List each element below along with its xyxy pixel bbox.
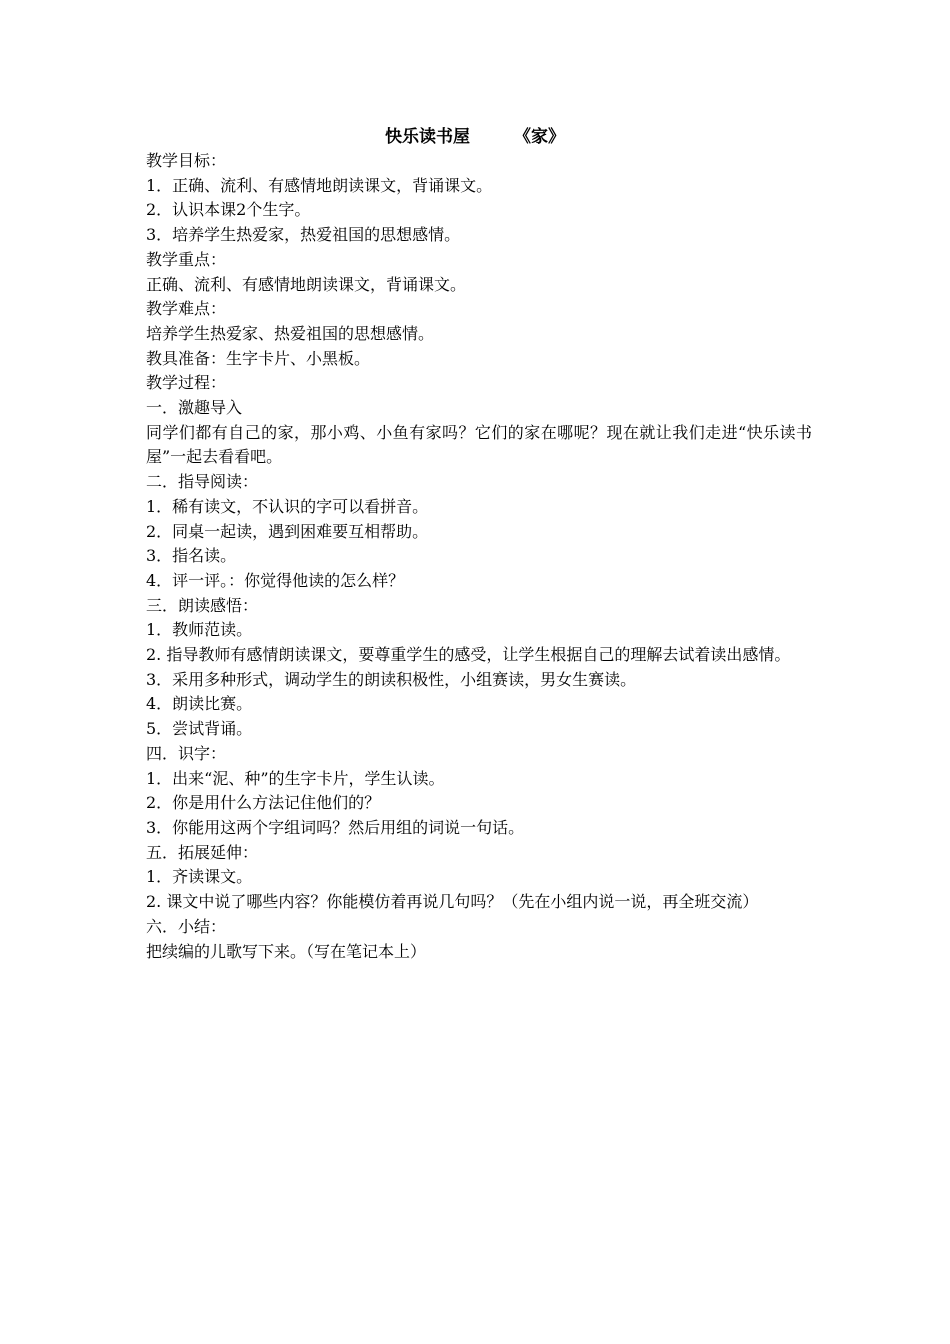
list-item: 2. 指导教师有感情朗读课文，要尊重学生的感受，让学生根据自己的理解去试着读出感情。 [146,645,791,665]
goal-item: 2．认识本课2个生字。 [146,200,311,220]
list-item: 1．稀有读文，不认识的字可以看拼音。 [146,496,429,516]
list-item: 3．指名读。 [146,546,237,566]
step-heading: 五．拓展延伸： [146,842,259,862]
list-item: 4．评一评。：你觉得他读的怎么样？ [146,570,405,590]
step-heading: 二．指导阅读： [146,472,259,492]
step-heading: 一．激趣导入 [146,398,243,418]
list-item: 1．齐读课文。 [146,867,253,887]
title-main: 快乐读书屋 [385,127,470,147]
list-item: 2. 课文中说了哪些内容？你能模仿着再说几句吗？（先在小组内说一说，再全班交流） [146,892,759,912]
document-title [0,124,950,150]
materials-text: 教具准备：生字卡片、小黑板。 [146,348,371,368]
list-item: 3．你能用这两个字组词吗？然后用组的词说一句话。 [146,817,525,837]
goal-item: 3．培养学生热爱家，热爱祖国的思想感情。 [146,225,461,245]
list-item: 3．采用多种形式，调动学生的朗读积极性，小组赛读，男女生赛读。 [146,669,637,689]
list-item: 2．同桌一起读，遇到困难要互相帮助。 [146,521,429,541]
difficulty-text: 培养学生热爱家、热爱祖国的思想感情。 [146,323,435,343]
step-heading: 四．识字： [146,743,227,763]
key-point-text: 正确、流利、有感情地朗读课文，背诵课文。 [146,274,467,294]
list-item: 5．尝试背诵。 [146,719,253,739]
list-item: 2．你是用什么方法记住他们的？ [146,793,381,813]
list-item: 4．朗读比赛。 [146,694,253,714]
section-heading-difficulties: 教学难点： [146,299,227,319]
document-body [146,149,812,964]
list-item: 1．出来“泥、种”的生字卡片，学生认读。 [146,768,445,788]
list-item: 1．教师范读。 [146,620,253,640]
goal-item: 1．正确、流利、有感情地朗读课文，背诵课文。 [146,175,493,195]
step-heading: 三．朗读感悟： [146,595,259,615]
paragraph: 把续编的儿歌写下来。（写在笔记本上） [146,941,427,961]
title-lesson: 《家》 [514,127,565,147]
paragraph: 同学们都有自己的家，那小鸡、小鱼有家吗？它们的家在哪呢？现在就让我们走进“快乐读书屋”一起去看看吧。 [146,422,812,467]
section-heading-key-points: 教学重点： [146,249,227,269]
section-heading-goals: 教学目标： [146,151,227,170]
section-heading-process: 教学过程： [146,373,227,393]
step-heading: 六．小结： [146,916,227,936]
